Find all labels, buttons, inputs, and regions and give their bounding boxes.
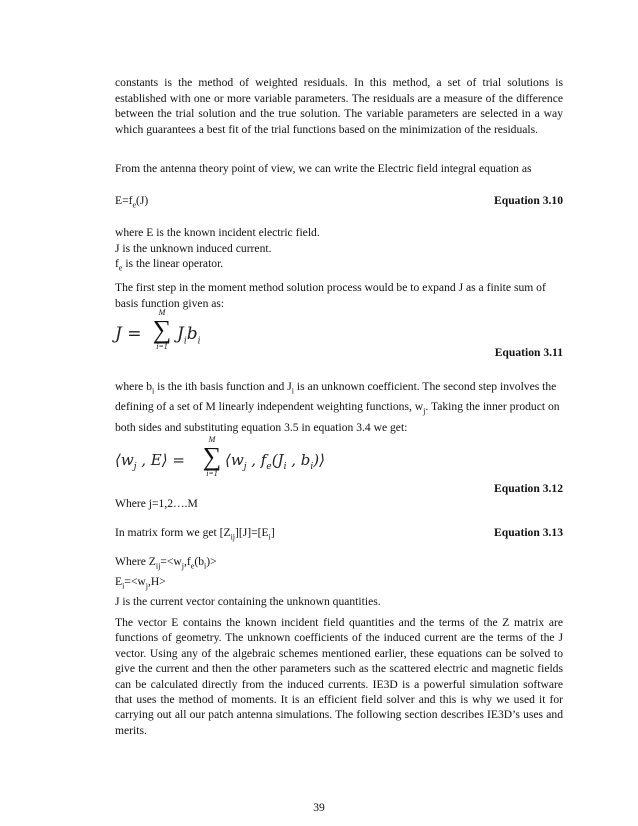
equation-3-10-text: $E=f_e(J)$ [115, 194, 149, 210]
summation-symbol: M ∑ i=1 [202, 435, 222, 478]
paragraph-ie3d: The vector E contains the known incident field quantities and the terms of the Z matrix are functions of geometry. The unknown coefficients of the induced current are the terms of the J vector. Using any of the algebraic schemes mentioned earlier, these equations can be solved to give the current and then the other parameters such as the scattered electric and magnetic fields can be calculated directly from the induced currents. IE3D is a powerful simulation software that uses the method of moments. It is an efficient field solver and this is why we used it for carrying out all our patch antenna simulations. The following section describes IE3D’s uses and merits. [115, 616, 563, 737]
equation-3-11-formula: J = M ∑ i=1 $J_ib_i$ [115, 308, 201, 351]
where-j-range: Where j=1,2….M [115, 497, 198, 510]
z-definition: Where $Z_{ij}=<w_j,f_e(b_i)>$ [115, 555, 217, 571]
equation-3-12-formula: $⟨w_j$ , E⟩ = M ∑ i=1 $⟨w_j$ , $f_e(J_i$ , $b_i)⟩$ [115, 435, 325, 478]
equation-3-13-label: Equation 3.13 [494, 526, 563, 539]
equation-3-13-row [115, 525, 563, 544]
e-definition: $E_i=<w_j,H>$ [115, 574, 166, 591]
page-number: 39 [313, 801, 325, 814]
where-definitions [115, 225, 563, 276]
equation-3-10-label: Equation 3.10 [494, 194, 563, 207]
paragraph-second-step: where $b_i$ is the ith basis function and $J_i$ is an unknown coefficient. The second step involves the defining of a set of M linearly independent weighting functions, $w_j$. Taking the inner product on both sides and substituting equation 3.5 in equation 3.4 we get: [115, 380, 560, 434]
equation-3-12-label: Equation 3.12 [494, 482, 563, 495]
paragraph-antenna-theory: From the antenna theory point of view, we can write the Electric field integral equation as [115, 162, 532, 175]
matrix-definitions [115, 554, 563, 609]
summation-symbol: M ∑ i=1 [152, 308, 172, 351]
paragraph-weighted-residuals: constants is the method of weighted residuals. In this method, a set of trial solutions is established with one or more variable parameters. The residuals are a measure of the difference between the trial solution and the true solution. The variable parameters are selected in a way which guarantees a best fit of the trial functions based on the minimization of the residuals. [115, 76, 563, 136]
j-definition: J is the current vector containing the unknown quantities. [115, 594, 381, 608]
where-fe-line: $f_e$ is the linear operator. [115, 257, 224, 273]
where-j-line: J is the unknown induced current. [115, 241, 272, 255]
matrix-form-text: In matrix form we get $[Z_{ij}][J]=[E_i]$ [115, 526, 275, 542]
equation-3-11-label: Equation 3.11 [494, 346, 563, 359]
equation-3-10-row [115, 193, 563, 212]
where-e-line: where E is the known incident electric field. [115, 226, 320, 239]
paragraph-first-step: The first step in the moment method solution process would be to expand J as a finite sum of basis function given as: [115, 281, 546, 310]
